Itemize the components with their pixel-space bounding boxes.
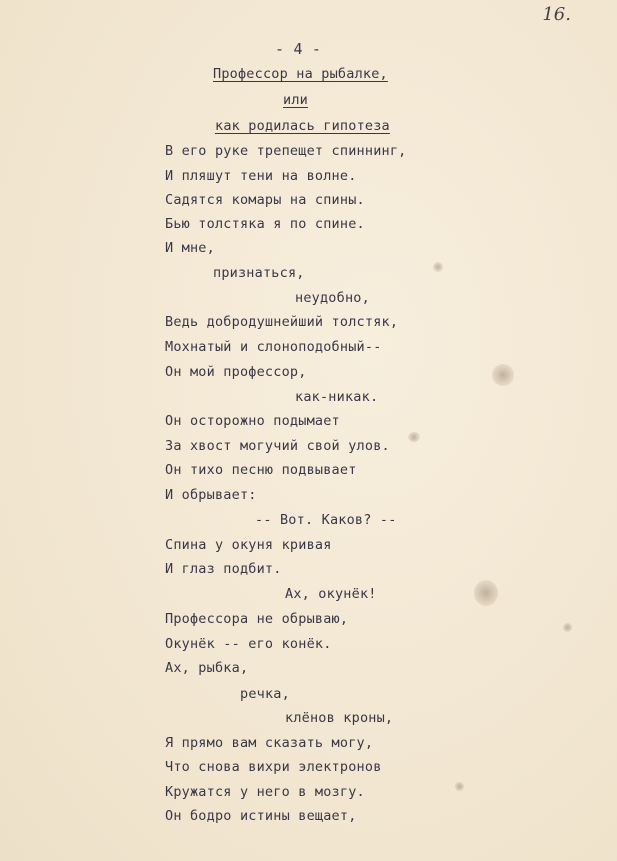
poem-line: признаться, — [213, 265, 305, 281]
poem-line: неудобно, — [295, 290, 370, 306]
poem-line: За хвост могучий свой улов. — [165, 438, 390, 454]
poem-line: клёнов кроны, — [285, 710, 394, 726]
poem-line: речка, — [240, 686, 290, 702]
poem-line: И обрывает: — [165, 487, 257, 503]
poem-line: Он мой профессор, — [165, 364, 307, 380]
poem-line: Садятся комары на спины. — [165, 192, 365, 208]
poem-line: Кружатся у него в мозгу. — [165, 784, 365, 800]
poem-line: Ах, рыбка, — [165, 660, 249, 676]
poem-line: Спина у окуня кривая — [165, 537, 332, 553]
poem-line: Ведь добродушнейший толстяк, — [165, 314, 399, 330]
poem-line: как-никак. — [295, 389, 379, 405]
poem-line: И глаз подбит. — [165, 561, 282, 577]
poem-line: Он бодро истины вещает, — [165, 808, 357, 824]
page-number: - 4 - — [275, 40, 322, 58]
poem-line: Окунёк -- его конёк. — [165, 636, 332, 652]
paper-stain — [474, 580, 498, 606]
poem-line: В его руке трепещет спиннинг, — [165, 143, 407, 159]
poem-line: Он тихо песню подвывает — [165, 462, 357, 478]
title-line-1: Профессор на рыбалке, — [213, 66, 388, 82]
paper-stain — [492, 364, 514, 386]
poem-line: Ах, окунёк! — [285, 586, 377, 602]
poem-line: Бью толстяка я по спине. — [165, 216, 365, 232]
paper-stain — [408, 432, 420, 442]
poem-line: И пляшут тени на волне. — [165, 168, 357, 184]
title-line-3: как родилась гипотеза — [215, 118, 390, 134]
poem-line: Что снова вихри электронов — [165, 759, 382, 775]
poem-line: Я прямо вам сказать могу, — [165, 735, 374, 751]
poem-line: Профессора не обрываю, — [165, 611, 349, 627]
paper-stain — [455, 782, 464, 791]
poem-line: -- Вот. Каков? -- — [255, 512, 397, 528]
poem-line: Он осторожно подымает — [165, 413, 340, 429]
paper-stain — [563, 623, 572, 632]
paper-stain — [433, 262, 443, 272]
poem-line: Мохнатый и слоноподобный-- — [165, 339, 382, 355]
title-line-2: или — [283, 92, 308, 108]
handwritten-page-number: 16. — [542, 4, 571, 25]
poem-line: И мне, — [165, 240, 215, 256]
